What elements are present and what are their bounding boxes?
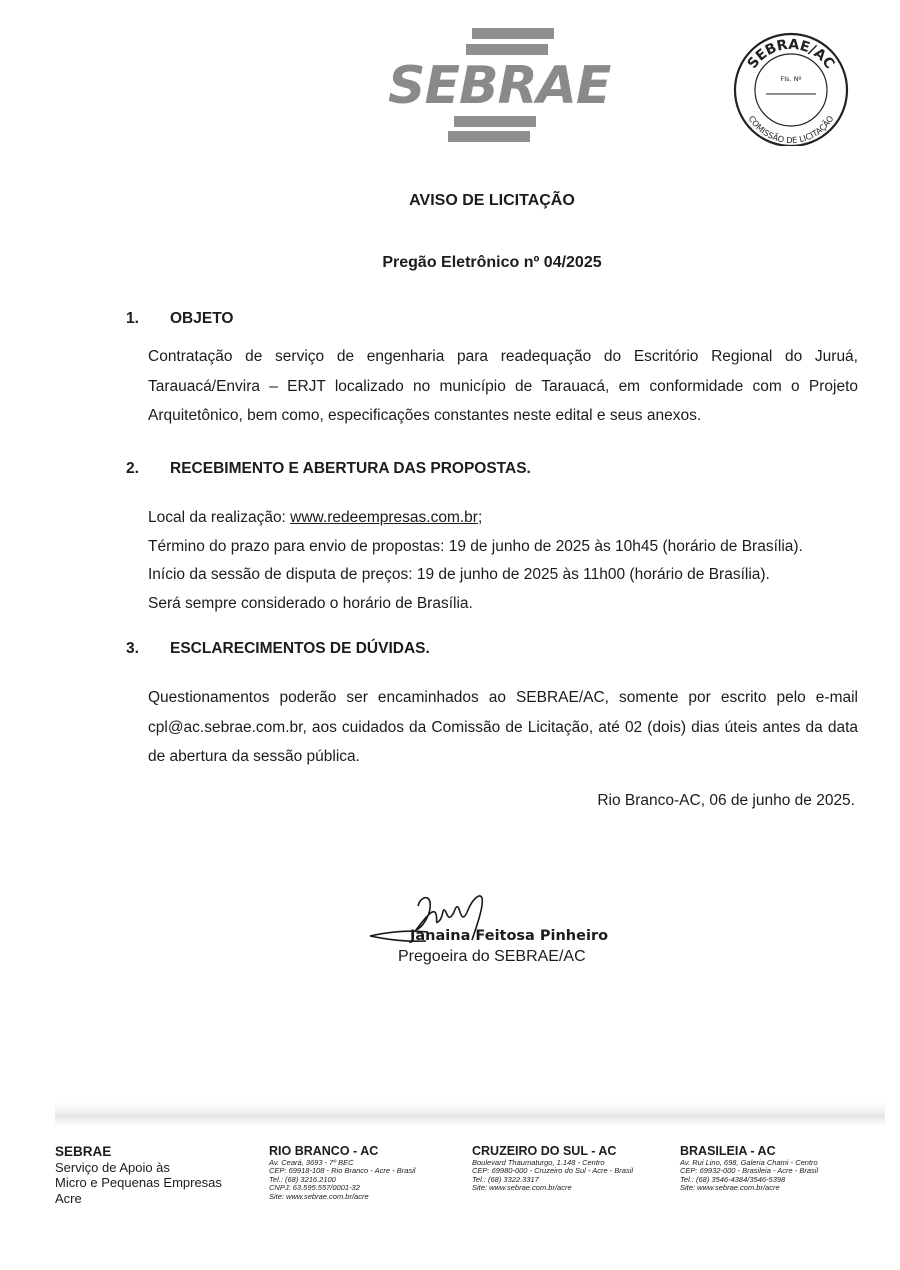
footer-org-line: Acre: [55, 1190, 82, 1206]
section-1-paragraph: Contratação de serviço de engenharia para readequação do Escritório Regional do Juruá, Tarauacá/Envira – ERJT localizado no município de Tarauacá, em conformidade com o Projeto Arquitetônico, bem como, especificações constantes neste edital e seus anexos.: [148, 348, 858, 424]
office-line: Tel.: (68) 3216.2100: [269, 1174, 336, 1184]
footer-org-title: SEBRAE: [55, 1144, 112, 1159]
section-2-title: RECEBIMENTO E ABERTURA DAS PROPOSTAS.: [170, 460, 531, 477]
office-line: CEP: 69918-108 - Rio Branco - Acre - Brasil: [269, 1166, 416, 1176]
office-title: CRUZEIRO DO SUL - AC: [472, 1144, 617, 1158]
local-line: [148, 509, 482, 527]
place-date: Rio Branco-AC, 06 de junho de 2025.: [597, 792, 855, 809]
redeempresas-link[interactable]: www.redeempresas.com.br: [290, 509, 478, 526]
office-line: Tel.: (68) 3546-4384/3546-5398: [680, 1174, 786, 1184]
section-3-number: 3.: [126, 640, 139, 657]
office-line: Av. Rui Lino, 698, Galeria Chami - Centro: [680, 1158, 818, 1167]
licitacao-stamp: [726, 30, 856, 146]
stamp-top-text: SEBRAE/AC: [744, 36, 838, 72]
section-3-title: ESCLARECIMENTOS DE DÚVIDAS.: [170, 640, 430, 657]
footer-org-line: Micro e Pequenas Empresas: [55, 1175, 222, 1190]
office-line: Tel.: (68) 3322.3317: [472, 1174, 539, 1184]
section-2-number: 2.: [126, 460, 139, 477]
office-line: Av. Ceará, 3693 - 7º BEC: [269, 1158, 354, 1167]
office-line: Site: www.sebrae.com.br/acre: [269, 1191, 369, 1201]
stamp-bottom-text: COMISSÃO DE LICITAÇÃO: [746, 113, 836, 146]
local-suffix: ;: [477, 509, 483, 526]
footer-org-line: Serviço de Apoio às: [55, 1159, 170, 1175]
footer-office-rio-branco: [269, 1144, 415, 1201]
signer-role: Pregoeira do SEBRAE/AC: [398, 948, 586, 965]
footer-office-cruzeiro: [472, 1144, 633, 1193]
sebrae-logo: [388, 28, 611, 142]
office-title: RIO BRANCO - AC: [269, 1144, 379, 1158]
signer-name: Janaina Feitosa Pinheiro: [410, 928, 609, 944]
session-start-line: Início da sessão de disputa de preços: 19 de junho de 2025 às 11h00 (horário de Brasília).: [148, 566, 770, 583]
deadline-line: Término do prazo para envio de propostas: 19 de junho de 2025 às 10h45 (horário de Brasília).: [148, 538, 803, 555]
timezone-note: Será sempre considerado o horário de Brasília.: [148, 595, 473, 612]
office-line: Boulevard Thaumaturgo, 1.148 - Centro: [472, 1158, 605, 1167]
footer-office-brasileia: [680, 1144, 818, 1193]
local-label: Local da realização:: [148, 509, 291, 526]
stamp-center-label: Fls. Nº: [780, 75, 802, 83]
office-line: CEP: 69980-000 - Cruzeiro do Sul - Acre - Brasil: [472, 1166, 634, 1176]
logo-text: SEBRAE: [388, 56, 611, 116]
office-line: Site: www.sebrae.com.br/acre: [472, 1183, 572, 1193]
document-subtitle: Pregão Eletrônico nº 04/2025: [382, 254, 602, 271]
document-title: AVISO DE LICITAÇÃO: [409, 192, 575, 209]
footer-org: [55, 1144, 222, 1206]
office-title: BRASILEIA - AC: [680, 1144, 776, 1158]
office-line: Site: www.sebrae.com.br/acre: [680, 1183, 780, 1193]
section-1-number: 1.: [126, 310, 139, 327]
office-line: CEP: 69932-000 - Brasileia - Acre - Brasil: [680, 1166, 819, 1176]
section-1-title: OBJETO: [170, 310, 234, 327]
office-line: CNPJ: 63.595.557/0001-32: [269, 1183, 360, 1193]
footer-divider: [55, 1102, 885, 1126]
section-3-paragraph: Questionamentos poderão ser encaminhados ao SEBRAE/AC, somente por escrito pelo e-mail cpl@ac.sebrae.com.br, aos cuidados da Comissão de Licitação, até 02 (dois) dias úteis antes da data de abertura da sessão pública.: [148, 689, 858, 765]
